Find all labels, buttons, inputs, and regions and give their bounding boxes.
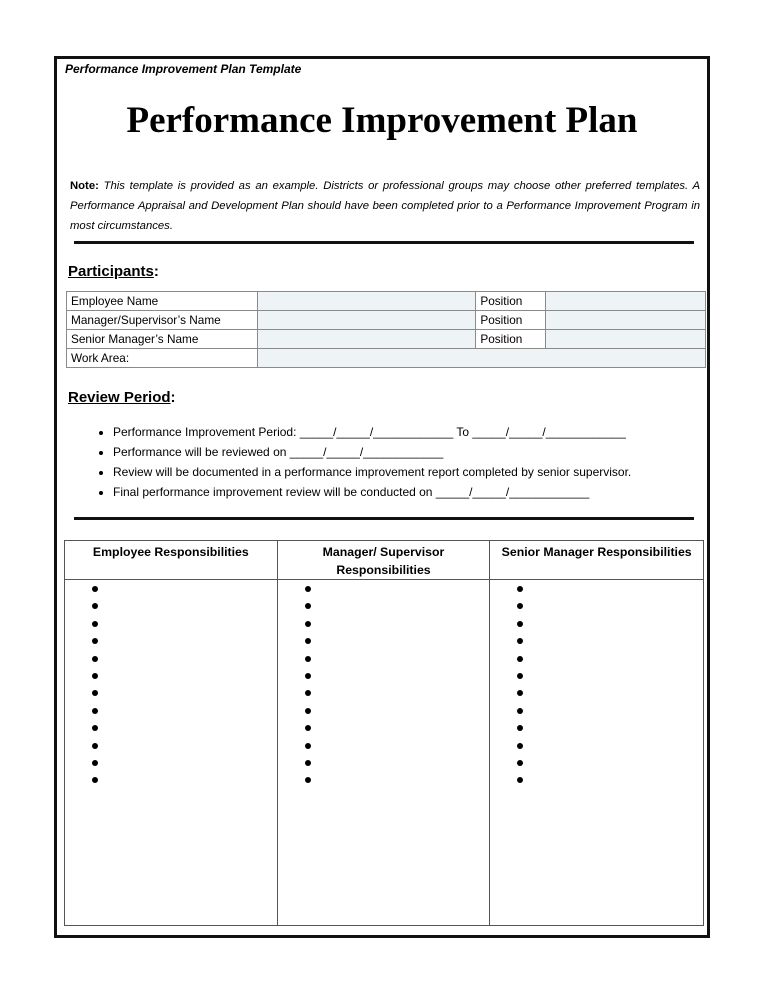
bullet-point — [305, 638, 311, 644]
bullet-point — [305, 743, 311, 749]
divider-bottom — [74, 517, 694, 520]
page-frame — [54, 56, 710, 938]
bullet-point — [517, 777, 523, 783]
bullet-point — [92, 690, 98, 696]
bullet-point — [517, 586, 523, 592]
bullet-point — [92, 760, 98, 766]
review-period-list — [89, 422, 631, 502]
bullet-point — [517, 760, 523, 766]
bullet-point — [305, 586, 311, 592]
work-area-field[interactable] — [257, 349, 705, 368]
bullet-point — [92, 586, 98, 592]
manager-responsibilities-header: Manager/ Supervisor Responsibilities — [277, 541, 490, 580]
employee-responsibilities-cell[interactable] — [65, 580, 278, 926]
page-title: Performance Improvement Plan — [126, 100, 638, 141]
table-row — [67, 311, 706, 330]
review-period-heading: Review Period: — [68, 389, 176, 406]
participants-heading: Participants: — [68, 263, 159, 280]
manager-responsibilities-cell[interactable] — [277, 580, 490, 926]
bullet-point — [92, 673, 98, 679]
bullet-point — [517, 725, 523, 731]
bullet-point — [92, 777, 98, 783]
bullet-point — [92, 708, 98, 714]
employee-name-label: Employee Name — [67, 292, 258, 311]
header-label: Performance Improvement Plan Template — [65, 62, 302, 76]
bullet-point — [517, 743, 523, 749]
bullet-point — [517, 708, 523, 714]
bullet-point — [92, 656, 98, 662]
table-row — [67, 292, 706, 311]
list-item: • Final performance improvement review will be conducted on _____/_____/____________ — [113, 482, 631, 502]
senior-manager-responsibilities-cell[interactable] — [490, 580, 704, 926]
bullet-point — [517, 656, 523, 662]
bullet-point — [305, 621, 311, 627]
bullet-point — [517, 603, 523, 609]
bullet-point — [92, 638, 98, 644]
responsibilities-table — [64, 540, 704, 926]
bullet-point — [305, 725, 311, 731]
bullet-point — [517, 690, 523, 696]
senior-manager-position-label: Position — [476, 330, 546, 349]
bullet-point — [92, 725, 98, 731]
list-item: • Performance Improvement Period: _____/_____/____________ To _____/_____/____________ — [113, 422, 631, 442]
note-text: This template is provided as an example. Districts or professional groups may choose other preferred templates. A Performance Appraisal and Development Plan should have been completed prior to a Performance Improvement Program in most circumstances. — [70, 180, 701, 232]
table-row — [65, 580, 704, 926]
bullet-point — [305, 777, 311, 783]
bullet-point — [517, 673, 523, 679]
bullet-point — [305, 656, 311, 662]
employee-responsibilities-header: Employee Responsibilities — [65, 541, 278, 580]
bullet-point — [92, 743, 98, 749]
table-row — [65, 541, 704, 580]
participants-table — [66, 291, 706, 368]
employee-name-field[interactable] — [257, 292, 476, 311]
manager-name-label: Manager/Supervisor’s Name — [67, 311, 258, 330]
list-item: • Performance will be reviewed on _____/_____/____________ — [113, 442, 631, 462]
bullet-point — [517, 638, 523, 644]
senior-manager-responsibilities-header: Senior Manager Responsibilities — [490, 541, 704, 580]
employee-position-label: Position — [476, 292, 546, 311]
work-area-label: Work Area: — [67, 349, 258, 368]
employee-position-field[interactable] — [546, 292, 706, 311]
divider-top — [74, 241, 694, 244]
bullet-point — [305, 708, 311, 714]
list-item: • Review will be documented in a performance improvement report completed by senior supervisor. — [113, 462, 631, 482]
bullet-point — [305, 690, 311, 696]
senior-manager-name-label: Senior Manager’s Name — [67, 330, 258, 349]
table-row — [67, 330, 706, 349]
note-paragraph — [70, 176, 700, 236]
senior-manager-position-field[interactable] — [546, 330, 706, 349]
note-label: Note: — [70, 180, 99, 192]
bullet-point — [305, 673, 311, 679]
senior-manager-name-field[interactable] — [257, 330, 476, 349]
manager-name-field[interactable] — [257, 311, 476, 330]
table-row — [67, 349, 706, 368]
bullet-point — [517, 621, 523, 627]
manager-position-label: Position — [476, 311, 546, 330]
bullet-point — [305, 760, 311, 766]
manager-position-field[interactable] — [546, 311, 706, 330]
bullet-point — [92, 603, 98, 609]
bullet-point — [92, 621, 98, 627]
bullet-point — [305, 603, 311, 609]
